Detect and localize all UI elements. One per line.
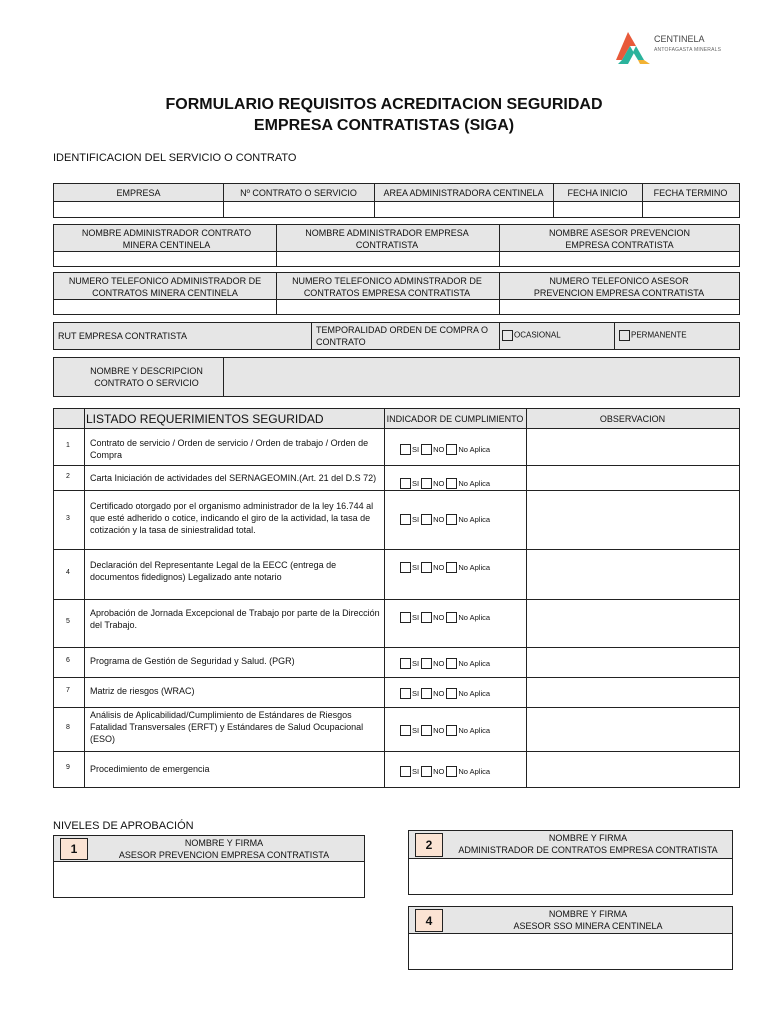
input-descripcion[interactable] bbox=[224, 358, 739, 396]
checkbox-na[interactable] bbox=[446, 612, 457, 623]
requirement-text: Matriz de riesgos (WRAC) bbox=[90, 686, 195, 696]
requirement-row bbox=[54, 429, 739, 465]
checkbox-no[interactable] bbox=[421, 612, 432, 623]
compliance-options bbox=[400, 609, 524, 621]
checkbox-si[interactable] bbox=[400, 766, 411, 777]
checkbox-si[interactable] bbox=[400, 478, 411, 489]
compliance-options bbox=[400, 763, 524, 775]
table-service-info bbox=[53, 183, 740, 218]
checkbox-na[interactable] bbox=[446, 444, 457, 455]
table-descripcion bbox=[53, 357, 740, 397]
checkbox-na[interactable] bbox=[446, 658, 457, 669]
requirement-number: 6 bbox=[66, 657, 70, 664]
requirement-row bbox=[54, 647, 739, 677]
compliance-options bbox=[400, 685, 524, 697]
option-label-na: No Aplica bbox=[458, 689, 491, 699]
observation-field[interactable] bbox=[527, 707, 739, 751]
requirement-number: 1 bbox=[66, 442, 70, 449]
requirement-text: Aprobación de Jornada Excepcional de Trabajo por parte de la Dirección del Trabajo. bbox=[90, 608, 380, 630]
option-label-si: SI bbox=[412, 613, 420, 623]
header-fecha-termino: FECHA TERMINO bbox=[653, 188, 728, 198]
header-contrato: Nº CONTRATO O SERVICIO bbox=[240, 188, 357, 198]
input-fecha-termino[interactable] bbox=[643, 203, 739, 217]
signature-field-1[interactable] bbox=[54, 863, 364, 897]
input-admin-contratista[interactable] bbox=[277, 253, 499, 266]
option-label-no: NO bbox=[433, 767, 445, 777]
option-label-si: SI bbox=[412, 659, 420, 669]
checkbox-no[interactable] bbox=[421, 562, 432, 573]
input-fecha-inicio[interactable] bbox=[554, 203, 642, 217]
checkbox-na[interactable] bbox=[446, 478, 457, 489]
option-label-no: NO bbox=[433, 689, 445, 699]
input-phone-asesor[interactable] bbox=[500, 301, 739, 314]
temporalidad-permanente[interactable] bbox=[619, 330, 729, 342]
compliance-options bbox=[400, 559, 524, 571]
input-area[interactable] bbox=[375, 203, 553, 217]
header-area: AREA ADMINISTRADORA CENTINELA bbox=[383, 188, 544, 198]
form-title-line2: EMPRESA CONTRATISTAS (SIGA) bbox=[253, 117, 515, 134]
option-label-si: SI bbox=[412, 767, 420, 777]
option-label-no: NO bbox=[433, 445, 445, 455]
checkbox-no[interactable] bbox=[421, 725, 432, 736]
observation-field[interactable] bbox=[527, 465, 739, 490]
requirement-row bbox=[54, 549, 739, 599]
requirement-text: Contrato de servicio / Orden de servicio / Orden de trabajo / Orden de Compra bbox=[90, 438, 369, 460]
header-phone-admin-minera: NUMERO TELEFONICO ADMINISTRADOR DE CONTRATOS MINERA CENTINELA bbox=[68, 275, 262, 298]
approval-label-2a: NOMBRE Y FIRMA bbox=[548, 833, 628, 843]
table-rut-temporalidad bbox=[53, 322, 740, 350]
label-ocasional: OCASIONAL bbox=[514, 330, 561, 340]
checkbox-no[interactable] bbox=[421, 766, 432, 777]
requirement-text: Certificado otorgado por el organismo administrador de la ley 16.744 al que esté adherido o cotice, indicando el giro de la actividad, la tasa de cotización y la tasa de siniestralidad total. bbox=[90, 501, 374, 535]
requirement-text: Análisis de Aplicabilidad/Cumplimiento de Estándares de Riesgos Fatalidad Transversales (ERFT) y Estándares de Salud Ocupacional (ESO) bbox=[90, 710, 364, 744]
table-admin-names bbox=[53, 224, 740, 267]
header-empresa: EMPRESA bbox=[116, 188, 161, 198]
compliance-options bbox=[400, 722, 524, 734]
label-rut: RUT EMPRESA CONTRATISTA bbox=[58, 331, 188, 341]
requirement-number: 4 bbox=[66, 569, 70, 576]
option-label-na: No Aplica bbox=[458, 613, 491, 623]
approval-label-4b: ASESOR SSO MINERA CENTINELA bbox=[513, 921, 663, 931]
compliance-options bbox=[400, 511, 524, 523]
requirement-text: Programa de Gestión de Seguridad y Salud. (PGR) bbox=[90, 656, 295, 666]
observation-field[interactable] bbox=[527, 599, 739, 647]
requirement-number: 5 bbox=[66, 618, 70, 625]
table-requirements bbox=[53, 408, 740, 788]
checkbox-si[interactable] bbox=[400, 444, 411, 455]
input-admin-minera[interactable] bbox=[54, 253, 276, 266]
checkbox-no[interactable] bbox=[421, 444, 432, 455]
checkbox-no[interactable] bbox=[421, 478, 432, 489]
header-asesor-prevencion: NOMBRE ASESOR PREVENCION EMPRESA CONTRATISTA bbox=[548, 227, 691, 250]
option-label-si: SI bbox=[412, 445, 420, 455]
checkbox-no[interactable] bbox=[421, 514, 432, 525]
requirement-text: Procedimiento de emergencia bbox=[90, 764, 210, 774]
logo-name: CENTINELA bbox=[654, 34, 705, 44]
temporalidad-ocasional[interactable] bbox=[502, 330, 612, 342]
option-label-na: No Aplica bbox=[458, 726, 491, 736]
approval-box-4 bbox=[408, 906, 733, 970]
approval-number-2: 2 bbox=[415, 833, 443, 857]
option-label-na: No Aplica bbox=[458, 445, 491, 455]
approval-title: NIVELES DE APROBACIÓN bbox=[53, 820, 194, 832]
option-label-na: No Aplica bbox=[458, 563, 491, 573]
label-temporalidad: TEMPORALIDAD ORDEN DE COMPRA O CONTRATO bbox=[316, 325, 489, 347]
requirement-row bbox=[54, 677, 739, 707]
requirement-text: Declaración del Representante Legal de la EECC (entrega de documentos fidedignos) Legalizado ante notario bbox=[90, 560, 337, 582]
observation-field[interactable] bbox=[527, 549, 739, 599]
label-permanente: PERMANENTE bbox=[631, 330, 687, 340]
table-phone-numbers bbox=[53, 272, 740, 315]
observation-field[interactable] bbox=[527, 677, 739, 707]
compliance-options bbox=[400, 655, 524, 667]
approval-box-2 bbox=[408, 830, 733, 895]
checkbox-si[interactable] bbox=[400, 562, 411, 573]
header-admin-minera: NOMBRE ADMINISTRADOR CONTRATO MINERA CENTINELA bbox=[81, 227, 252, 250]
signature-field-2[interactable] bbox=[409, 860, 732, 894]
signature-field-4[interactable] bbox=[409, 935, 732, 969]
input-empresa[interactable] bbox=[54, 203, 223, 217]
checkbox-permanente[interactable] bbox=[619, 330, 630, 341]
option-label-si: SI bbox=[412, 563, 420, 573]
requirement-text: Carta Iniciación de actividades del SERNAGEOMIN.(Art. 21 del D.S 72) bbox=[90, 473, 377, 483]
option-label-no: NO bbox=[433, 563, 445, 573]
observation-field[interactable] bbox=[527, 490, 739, 549]
compliance-options bbox=[400, 475, 524, 487]
option-label-na: No Aplica bbox=[458, 767, 491, 777]
checkbox-ocasional[interactable] bbox=[502, 330, 513, 341]
option-label-no: NO bbox=[433, 613, 445, 623]
checkbox-na[interactable] bbox=[446, 766, 457, 777]
requirement-row bbox=[54, 751, 739, 787]
requirement-number: 7 bbox=[66, 687, 70, 694]
option-label-no: NO bbox=[433, 515, 445, 525]
input-phone-admin-minera[interactable] bbox=[54, 301, 276, 314]
label-descripcion: NOMBRE Y DESCRIPCION CONTRATO O SERVICIO bbox=[90, 366, 203, 388]
checkbox-no[interactable] bbox=[421, 688, 432, 699]
observation-field[interactable] bbox=[527, 647, 739, 677]
company-logo bbox=[614, 26, 734, 68]
option-label-si: SI bbox=[412, 726, 420, 736]
requirement-number: 9 bbox=[66, 764, 70, 771]
observation-field[interactable] bbox=[527, 751, 739, 787]
option-label-si: SI bbox=[412, 689, 420, 699]
requirement-row bbox=[54, 599, 739, 647]
option-label-si: SI bbox=[412, 479, 420, 489]
logo-subtitle: ANTOFAGASTA MINERALS bbox=[654, 47, 722, 53]
section-identification-title: IDENTIFICACION DEL SERVICIO O CONTRATO bbox=[53, 152, 297, 164]
input-asesor-prevencion[interactable] bbox=[500, 253, 739, 266]
header-admin-contratista: NOMBRE ADMINISTRADOR EMPRESA CONTRATISTA bbox=[305, 227, 469, 250]
header-phone-asesor: NUMERO TELEFONICO ASESOR PREVENCION EMPRESA CONTRATISTA bbox=[533, 275, 705, 298]
checkbox-na[interactable] bbox=[446, 514, 457, 525]
approval-label-1a: NOMBRE Y FIRMA bbox=[184, 838, 264, 848]
approval-label-2b: ADMINISTRADOR DE CONTRATOS EMPRESA CONTRATISTA bbox=[458, 845, 718, 855]
requirement-row bbox=[54, 490, 739, 549]
option-label-na: No Aplica bbox=[458, 515, 491, 525]
option-label-no: NO bbox=[433, 726, 445, 736]
checkbox-na[interactable] bbox=[446, 688, 457, 699]
input-phone-admin-contratista[interactable] bbox=[277, 301, 499, 314]
option-label-na: No Aplica bbox=[458, 479, 491, 489]
header-indicador: INDICADOR DE CUMPLIMIENTO bbox=[386, 414, 524, 424]
approval-number-1: 1 bbox=[60, 838, 88, 860]
requirement-row bbox=[54, 707, 739, 751]
header-listado: LISTADO REQUERIMIENTOS SEGURIDAD bbox=[86, 412, 324, 426]
checkbox-si[interactable] bbox=[400, 658, 411, 669]
requirement-number: 8 bbox=[66, 724, 70, 731]
header-phone-admin-contratista: NUMERO TELEFONICO ADMINSTRADOR DE CONTRATOS EMPRESA CONTRATISTA bbox=[292, 275, 482, 298]
checkbox-si[interactable] bbox=[400, 612, 411, 623]
checkbox-si[interactable] bbox=[400, 725, 411, 736]
form-title-line1: FORMULARIO REQUISITOS ACREDITACION SEGURIDAD bbox=[165, 96, 603, 113]
requirement-number: 3 bbox=[66, 514, 70, 522]
requirement-number: 2 bbox=[66, 472, 70, 480]
option-label-na: No Aplica bbox=[458, 659, 491, 669]
approval-label-4a: NOMBRE Y FIRMA bbox=[548, 909, 628, 919]
option-label-no: NO bbox=[433, 479, 445, 489]
approval-label-1b: ASESOR PREVENCION EMPRESA CONTRATISTA bbox=[118, 850, 330, 860]
checkbox-na[interactable] bbox=[446, 725, 457, 736]
observation-field[interactable] bbox=[527, 429, 739, 465]
option-label-no: NO bbox=[433, 659, 445, 669]
approval-number-4: 4 bbox=[415, 909, 443, 932]
centinela-logo-icon bbox=[614, 28, 654, 68]
checkbox-si[interactable] bbox=[400, 514, 411, 525]
header-fecha-inicio: FECHA INICIO bbox=[567, 188, 628, 198]
checkbox-na[interactable] bbox=[446, 562, 457, 573]
approval-box-1 bbox=[53, 835, 365, 898]
option-label-si: SI bbox=[412, 515, 420, 525]
requirement-row bbox=[54, 465, 739, 490]
compliance-options bbox=[400, 441, 524, 453]
checkbox-si[interactable] bbox=[400, 688, 411, 699]
input-contrato[interactable] bbox=[224, 203, 374, 217]
header-observacion: OBSERVACION bbox=[599, 414, 666, 424]
checkbox-no[interactable] bbox=[421, 658, 432, 669]
